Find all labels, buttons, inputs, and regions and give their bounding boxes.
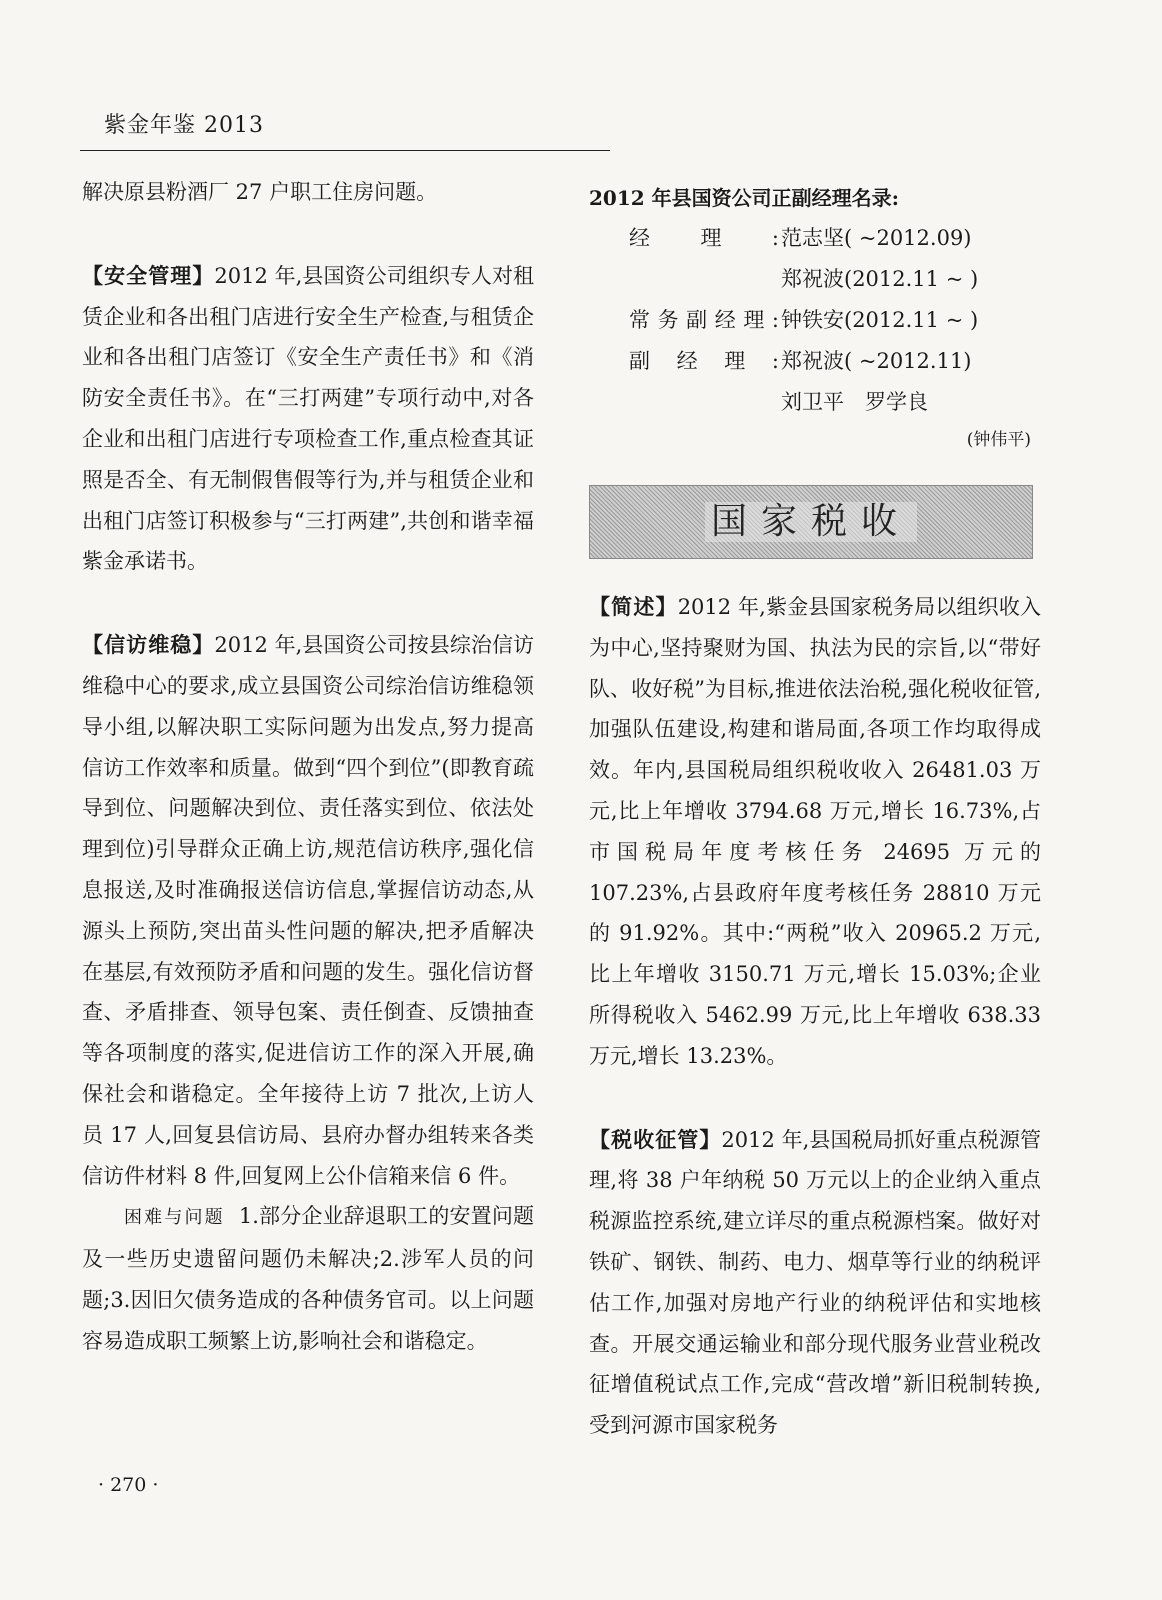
page-number: · 270 ·	[98, 1474, 159, 1496]
roster-title: 2012 年县国资公司正副经理名录:	[589, 186, 900, 210]
section-title: 国家税收	[705, 502, 917, 543]
spacer	[82, 582, 534, 625]
problems-paragraph	[82, 1196, 534, 1361]
roster-names: 刘卫平 罗学良	[781, 390, 928, 414]
summary-paragraph	[589, 587, 1041, 1077]
roster-names: 郑祝波(2012.11 ~ )	[781, 267, 979, 291]
spacer	[589, 1077, 1041, 1120]
collection-paragraph	[589, 1120, 1041, 1446]
roster-row	[589, 259, 1041, 300]
running-header: 紫金年鉴 2013	[104, 113, 264, 138]
roster-row	[589, 341, 1041, 382]
roster-row	[589, 382, 1041, 423]
roster-list	[589, 218, 1041, 423]
problems-label: 困难与问题	[124, 1207, 225, 1229]
roster-names: 郑祝波( ~2012.11)	[781, 349, 972, 373]
petition-label: 【信访维稳】	[82, 632, 215, 658]
roster-names: 钟铁安(2012.11 ~ )	[781, 308, 979, 332]
roster-role: 经理:	[629, 226, 779, 250]
petition-paragraph	[82, 625, 534, 1196]
summary-label: 【简述】	[589, 594, 678, 619]
roster-role: 副经理:	[629, 349, 779, 373]
problems-text: 1.部分企业辞退职工的安置问题及一些历史遗留问题仍未解决;2.涉军人员的问题;3.因旧欠债务造成的各种债务官司。以上问题容易造成职工频繁上访,影响社会和谐稳定。	[82, 1204, 534, 1353]
collection-text: 2012 年,县国税局抓好重点税源管理,将 38 户年纳税 50 万元以上的企业纳入重点税源监控系统,建立详尽的重点税源档案。做好对铁矿、钢铁、制药、电力、烟草等行业的纳税评估工作,加强对房地产行业的纳税评估和实地核查。开展交通运输业和部分现代服务业营业税改征增值税试点工作,完成“营改增”新旧税制转换,受到河源市国家税务	[589, 1127, 1042, 1438]
safety-paragraph	[82, 256, 534, 582]
roster-role: 常务副经理:	[629, 308, 779, 332]
right-column	[589, 178, 1041, 1446]
summary-text: 2012 年,紫金县国家税务局以组织收入为中心,坚持聚财为国、执法为民的宗旨,以“带好队、收好税”为目标,推进依法治税,强化税收征管,加强队伍建设,构建和谐局面,各项工作均取得成效。年内,县国税局组织税收收入 26481.03 万元,比上年增收 3794.68 万元,增长 16.73%,占市国税局年度考核任务 24695 万元的 107.23%,占县政府年度考核任务 28810 万元的 91.92%。其中:“两税”收入 20965.2 万元,比上年增收 3150.71 万元,增长 15.03%;企业所得税收入 5462.99 万元,比上年增收 638.33 万元,增长 13.23%。	[589, 595, 1042, 1068]
roster-names: 范志坚( ~2012.09)	[781, 226, 972, 250]
petition-text: 2012 年,县国资公司按县综治信访维稳中心的要求,成立县国资公司综治信访维稳领导小组,以解决职工实际问题为出发点,努力提高信访工作效率和质量。做到“四个到位”(即教育疏导到位、问题解决到位、责任落实到位、依法处理到位)引导群众正确上访,规范信访秩序,强化信息报送,及时准确报送信访信息,掌握信访动态,从源头上预防,突出苗头性问题的解决,把矛盾解决在基层,有效预防矛盾和问题的发生。强化信访督查、矛盾排查、领导包案、责任倒查、反馈抽查等各项制度的落实,促进信访工作的深入开展,确保社会和谐稳定。全年接待上访 7 批次,上访人员 17 人,回复县信访局、县府办督办组转来各类信访件材料 8 件,回复网上公仆信箱来信 6 件。	[82, 633, 535, 1188]
author-credit: (钟伟平)	[966, 430, 1031, 450]
safety-label: 【安全管理】	[82, 262, 215, 288]
header-rule	[80, 150, 610, 151]
intro-paragraph: 解决原县粉酒厂 27 户职工住房问题。	[82, 180, 438, 204]
section-banner	[589, 485, 1033, 559]
roster-row	[589, 218, 1041, 259]
collection-label: 【税收征管】	[589, 1126, 722, 1152]
safety-text: 2012 年,县国资公司组织专人对租赁企业和各出租门店进行安全生产检查,与租赁企业和各出租门店签订《安全生产责任书》和《消防安全责任书》。在“三打两建”专项行动中,对各企业和出租门店进行专项检查工作,重点检查其证照是否全、有无制假售假等行为,并与租赁企业和出租门店签订积极参与“三打两建”,共创和谐幸福紫金承诺书。	[82, 263, 535, 574]
roster-row	[589, 300, 1041, 341]
spacer	[82, 213, 534, 256]
left-column	[82, 172, 534, 1362]
